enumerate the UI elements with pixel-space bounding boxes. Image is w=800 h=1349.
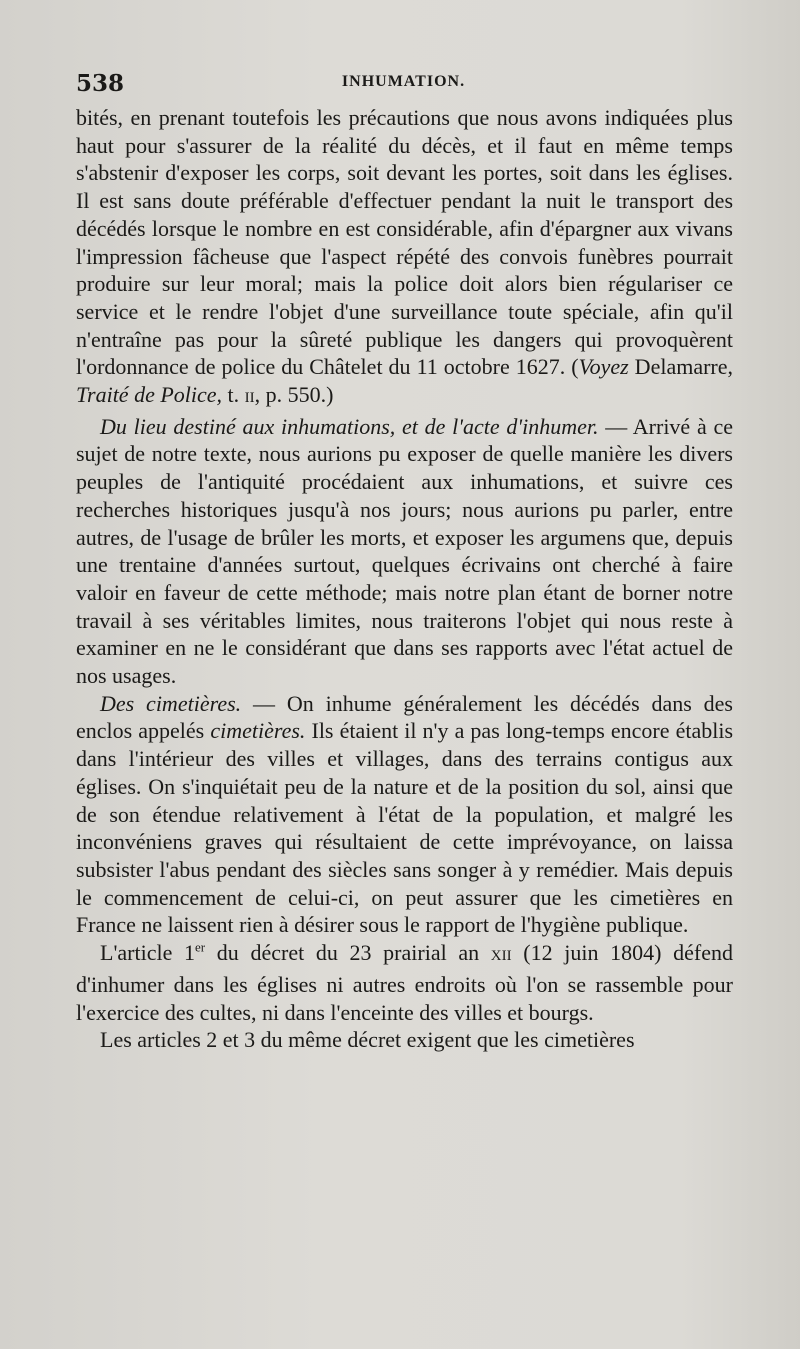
text-run: , p. 550.) — [254, 382, 334, 408]
page-header — [76, 70, 731, 104]
paragraph-2 — [76, 413, 733, 690]
running-title: INHUMATION. — [341, 73, 466, 90]
section-heading: Du lieu destiné aux inhumations, et de l'acte d'inhumer. — [100, 413, 599, 439]
paragraph-3 — [76, 690, 733, 939]
paragraph-4 — [76, 939, 733, 1026]
text-run: du décret du 23 prairial an — [205, 940, 491, 966]
section-heading: Des cimetières. — [100, 690, 242, 716]
paragraph-1 — [76, 104, 733, 413]
roman-numeral: XII — [490, 948, 512, 965]
text-run: t. — [222, 382, 245, 408]
italic-run: Voyez — [578, 354, 629, 380]
superscript: er — [195, 939, 206, 955]
roman-numeral: II — [244, 390, 255, 407]
page-number: 538 — [76, 70, 125, 97]
text-run: Delamarre, — [628, 354, 734, 380]
text-run: bités, en prenant toutefois les précautions que nous avons indiquées plus haut pour s'assurer de la réalité du décès, et il faut en même temps s'abstenir d'exposer les corps, soit devant les portes, soit dans les églises. Il est sans doute préférable d'effectuer pendant la nuit le transport des décédés lorsque le nombre en est considérable, afin d'épargner aux vivans l'impression fâcheuse que l'aspect répété des convois funèbres pourrait produire sur leur moral; mais la police doit alors bien régulariser ce service et le rendre l'objet d'une surveillance toute spéciale, afin qu'il n'entraîne pas pour la sûreté publique les dangers qui provoquèrent l'ordonnance de police du Châtelet du 11 octobre 1627. ( — [76, 105, 733, 380]
paragraph-5 — [76, 1026, 733, 1054]
text-run: Les articles 2 et 3 du même décret exigent que les cimetières — [100, 1027, 635, 1053]
italic-run: cimetières. — [210, 718, 306, 744]
text-run: — Arrivé à ce sujet de notre texte, nous aurions pu exposer de quelle manière les divers peuples de l'antiquité procédaient aux inhumations, et suivre ces recherches historiques jusqu'à nos jours; nous aurions pu parler, entre autres, de l'usage de brûler les morts, et exposer les argumens que, depuis une trentaine d'années surtout, quelques écrivains ont cherché à faire valoir en faveur de cette méthode; mais notre plan étant de borner notre travail à ses véritables limites, nous traiterons l'objet qui nous reste à examiner en ne le considérant que dans ses rapports avec l'état actuel de nos usages. — [76, 413, 734, 689]
italic-run: Traité de Police, — [76, 382, 223, 408]
text-run: Ils étaient il n'y a pas long-temps encore établis dans l'intérieur des villes et villages, dans des terrains contigus aux églises. On s'inquiétait peu de la nature et de la position du sol, ainsi que de son étendue relativement à l'état de la population, et malgré les inconvéniens graves qui résultaient de cette imprévoyance, on laissa subsister l'abus pendant des siècles sans songer à y remédier. Mais depuis le commencement de celui-ci, on peut assurer que les cimetières en France ne laissent rien à désirer sous le rapport de l'hygiène publique. — [76, 718, 734, 938]
text-run: L'article 1 — [100, 940, 196, 966]
text-run: — On inhume généralement les décédés dans des enclos appelés — [76, 690, 733, 744]
text-run: (12 juin 1804) défend d'inhumer dans les églises ni autres endroits où l'on se rassemble pour l'exercice des cultes, ni dans l'enceinte des villes et bourgs. — [76, 940, 734, 1025]
body-text — [76, 104, 733, 1054]
